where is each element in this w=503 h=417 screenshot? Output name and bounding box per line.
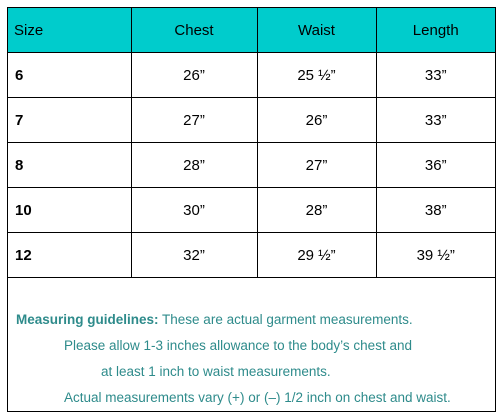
size-cell: 7 [8,98,131,143]
length-cell: 36” [376,143,495,188]
guideline-text-1: These are actual garment measurements. [158,312,413,327]
waist-cell: 29 ½” [257,233,376,278]
waist-cell: 26” [257,98,376,143]
waist-cell: 25 ½” [257,53,376,98]
guideline-line-2: Please allow 1-3 inches allowance to the body’s chest and [64,338,412,353]
header-chest: Chest [131,8,257,53]
guideline-line-3: at least 1 inch to waist measurements. [101,364,331,379]
length-cell: 33” [376,53,495,98]
table-header-row [8,8,495,53]
table-row [8,233,495,278]
size-chart [7,7,496,412]
chest-cell: 26” [131,53,257,98]
chest-cell: 28” [131,143,257,188]
size-cell: 12 [8,233,131,278]
table-row [8,188,495,233]
guideline-line-1 [16,307,413,333]
header-size: Size [8,8,131,53]
waist-cell: 28” [257,188,376,233]
size-table [8,8,495,278]
length-cell: 38” [376,188,495,233]
guideline-line-4: Actual measurements vary (+) or (–) 1/2 inch on chest and waist. [64,390,451,405]
table-row [8,143,495,188]
guidelines-heading: Measuring guidelines: [16,312,159,327]
header-waist: Waist [257,8,376,53]
length-cell: 39 ½” [376,233,495,278]
size-cell: 6 [8,53,131,98]
table-row [8,53,495,98]
measuring-guidelines [8,283,495,411]
size-cell: 8 [8,143,131,188]
waist-cell: 27” [257,143,376,188]
chest-cell: 27” [131,98,257,143]
length-cell: 33” [376,98,495,143]
chest-cell: 32” [131,233,257,278]
table-row [8,98,495,143]
size-cell: 10 [8,188,131,233]
header-length: Length [376,8,495,53]
chest-cell: 30” [131,188,257,233]
